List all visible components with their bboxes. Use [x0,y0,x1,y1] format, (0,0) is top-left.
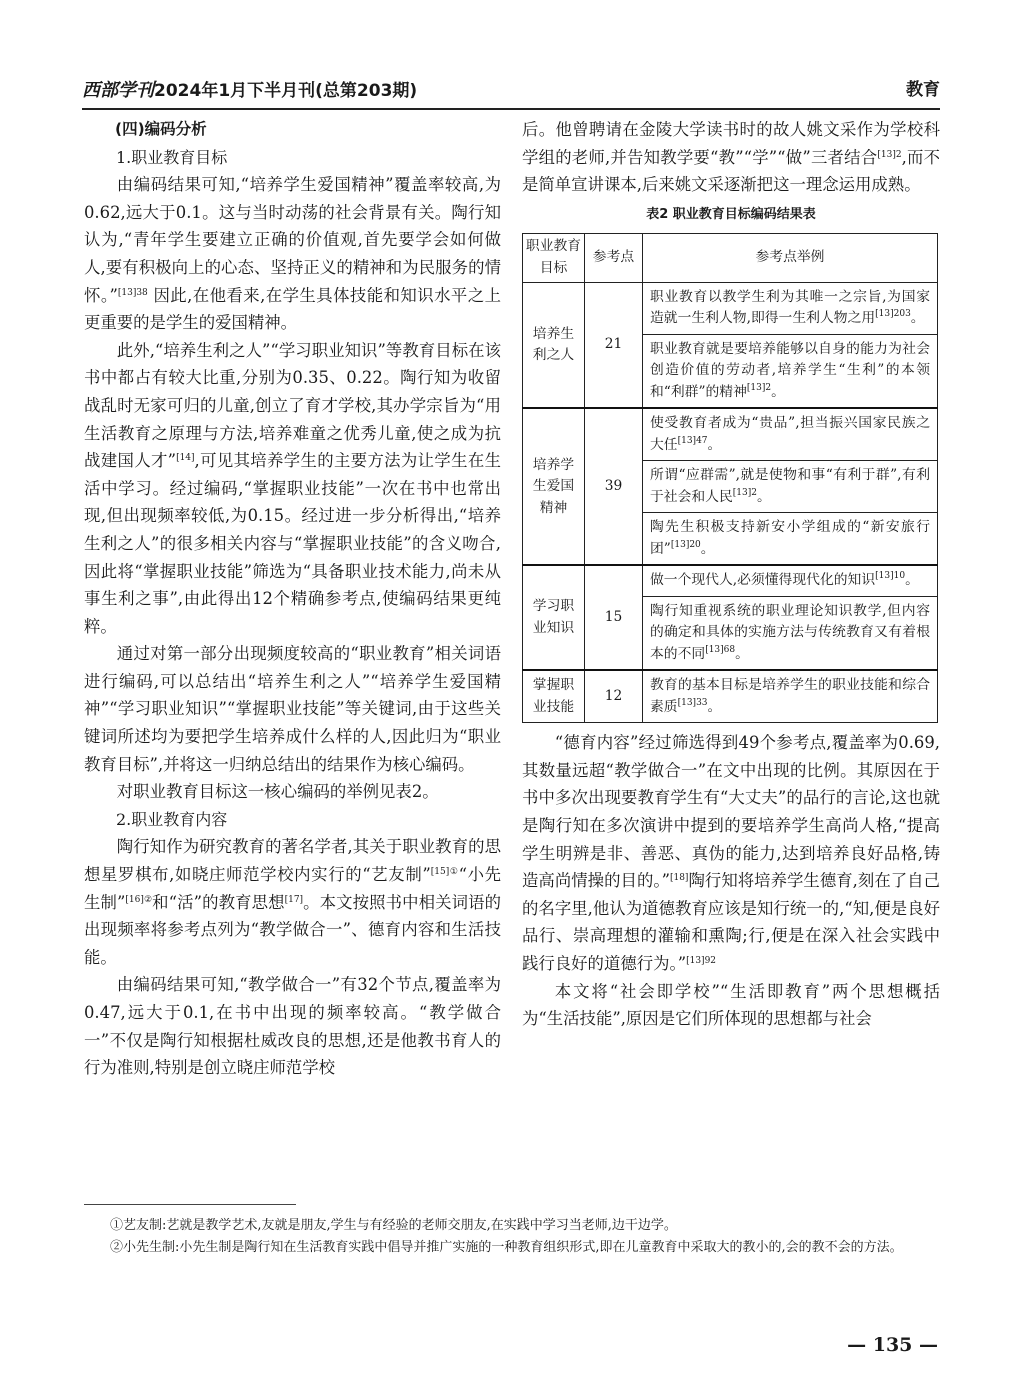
table-body [523,282,938,723]
paragraph: 通过对第一部分出现频度较高的“职业教育”相关词语进行编码,可以总结出“培养生利之人”“培养学生爱国精神”“学习职业知识”“掌握职业技能”等关键词,由于这些关键词所述均为要把学生培养成什么样的人,因此归为“职业教育目标”,并将这一归纳总结出的结果作为核心编码。 [84,644,501,774]
citation: [13]47 [677,435,708,446]
table-header-goal: 职业教育目标 [523,233,585,282]
paragraph: 后。他曾聘请在金陵大学读书时的故人姚文采作为学校科学组的老师,并告知教学要“教”“学”“做”三者结合$^{[13]2}$,而不是简单宣讲课本,后来姚文采逐渐把这一理念运用成熟。 [522,120,940,195]
paragraph: 此外,“培养生利之人”“学习职业知识”等教育目标在该书中都占有较大比重,分别为0.35、0.22。陶行知为收留战乱时无家可归的儿童,创立了育才学校,其办学宗旨为“用生活教育之原理与方法,培养难童之优秀儿童,使之成为抗战建国人才”[14],可见其培养学生的主要方法为让学生在生活中学习。经过编码,“掌握职业技能”一次在书中也常出现,但出现频率较低,为0.15。经过进一步分析得出,“培养生利之人”的很多相关内容与“掌握职业技能”的含义吻合,因此将“掌握职业技能”筛选为“具备职业技术能力,尚未从事生利之事”,由此得出12个精确参考点,使编码结果更纯粹。 [84,340,501,636]
issue-info: 2024年1月下半月刊(总第203期) [154,81,418,101]
citation: [13]33 [677,697,708,708]
footnote-art-friend-system: ①艺友制:艺就是教学艺术,友就是朋友,学生与有经验的老师交朋友,在实践中学习当老师,边干边学。 [110,1218,677,1233]
example-cell: 使受教育者成为“贵品”,担当振兴国家民族之大任$^{[13]47}$。 [643,408,938,461]
table-row [523,408,938,461]
heading-vocational-content: 2.职业教育内容 [116,809,228,829]
goal-cell: 掌握职业技能 [523,670,585,723]
example-cell: 职业教育就是要培养能够以自身的能力为社会创造价值的劳动者,培养学生“生利”的本领和“利群”的精神$^{[13]2}$。 [643,334,938,408]
table-row [523,670,938,723]
example-cell: 职业教育以教学生利为其唯一之宗旨,为国家造就一生利人物,即得一生利人物之用$^{[13]203}$。 [643,282,938,334]
journal-issue-line [82,76,417,102]
table-header-count: 参考点 [585,233,643,282]
citation: [13]10 [875,571,906,582]
table-row [523,282,938,334]
count-cell: 39 [585,408,643,565]
table-header-examples: 参考点举例 [643,233,938,282]
citation: [13]92 [686,956,717,967]
citation: [13]2 [877,149,902,160]
table-caption: 表2 职业教育目标编码结果表 [646,206,816,222]
citation: [18] [669,873,689,884]
left-column [84,116,501,1082]
heading-vocational-goals: 1.职业教育目标 [116,147,228,167]
footnote-divider [84,1204,296,1205]
paragraph: 对职业教育目标这一核心编码的举例见表2。 [116,782,439,802]
footnotes [84,1215,942,1259]
citation: [15]① [430,867,459,878]
citation: [13]38 [117,287,148,298]
example-cell: 陶先生积极支持新安小学组成的“新安旅行团”$^{[13]20}$。 [643,513,938,566]
count-cell: 15 [585,565,643,670]
section-name: 教育 [906,80,940,100]
count-cell: 21 [585,282,643,408]
example-cell: 所谓“应群需”,就是使物和事“有利于群”,有利于社会和人民$^{[13]2}$。 [643,461,938,513]
table-row [523,565,938,596]
paragraph: “德育内容”经过筛选得到49个参考点,覆盖率为0.69,其数量远超“教学做合一”在文中出现的比例。其原因在于书中多次出现要教育学生有“大丈夫”的品行的言论,这也就是陶行知在多次演讲中提到的要培养学生高尚人格,“提高学生明辨是非、善恶、真伪的能力,达到培养良好品格,铸造高尚情操的目的。”[18]陶行知将培养学生德育,刻在了自己的名字里,他认为道德教育应该是知行统一的,“知,便是良好品行、崇高理想的灌输和熏陶;行,便是在深入社会实践中践行良好的道德行为。”$^{[13]92}$ [522,733,940,974]
page-header [82,74,940,110]
citation: [13]203 [875,309,911,320]
right-column [522,116,940,1033]
page-number: — 135 — [847,1334,938,1356]
example-cell: 教育的基本目标是培养学生的职业技能和综合素质$^{[13]33}$。 [643,670,938,723]
goal-cell: 培养生利之人 [523,282,585,408]
coding-results-table [522,233,938,724]
citation: [13]20 [670,539,701,550]
paragraph: 由编码结果可知,“教学做合一”有32个节点,覆盖率为0.47,远大于0.1,在书中出现的频率较高。“教学做合一”不仅是陶行知根据杜威改良的思想,还是他教书育人的行为准则,特别是创立晓庄师范学校 [84,975,501,1078]
example-cell: 陶行知重视系统的职业理论知识教学,但内容的确定和具体的实施方法与传统教育又有着根本的不同$^{[13]68}$。 [643,596,938,670]
paragraph: 陶行知作为研究教育的著名学者,其关于职业教育的思想星罗棋布,如晓庄师范学校内实行的“艺友制”$^{[15]①}$“小先生制”$^{[16]②}$和“活”的教育思想[17]。本文按照书中相关词语的出现频率将参考点列为“教学做合一”、德育内容和生活技能。 [84,837,502,967]
paragraph: 本文将“社会即学校”“生活即教育”两个思想概括为“生活技能”,原因是它们所体现的思想都与社会 [522,981,940,1029]
journal-logo: 西部学刊 [82,80,154,101]
footnote-little-teacher-system: ②小先生制:小先生制是陶行知在生活教育实践中倡导并推广实施的一种教育组织形式,即在儿童教育中采取大的教小的,会的教不会的方法。 [110,1240,903,1255]
citation: [13]68 [705,644,736,655]
citation: [13]2 [732,487,757,498]
goal-cell: 学习职业知识 [523,565,585,670]
count-cell: 12 [585,670,643,723]
paragraph: 由编码结果可知,“培养学生爱国精神”覆盖率较高,为0.62,远大于0.1。这与当时动荡的社会背景有关。陶行知认为,“青年学生要建立正确的价值观,首先要学会如何做人,要有积极向上的心态、坚持正义的精神和为民服务的情怀。”$^{[13]38}$ 因此,在他看来,在学生具体技能和知识水平之上更重要的是学生的爱国精神。 [84,175,501,333]
example-cell: 做一个现代人,必须懂得现代化的知识$^{[13]10}$。 [643,565,938,596]
citation: [17] [284,894,304,905]
citation: [16]② [125,894,153,905]
goal-cell: 培养学生爱国精神 [523,408,585,565]
heading-coding-analysis: (四)编码分析 [115,120,207,138]
citation: [13]2 [746,382,772,393]
citation: [14] [176,453,195,464]
